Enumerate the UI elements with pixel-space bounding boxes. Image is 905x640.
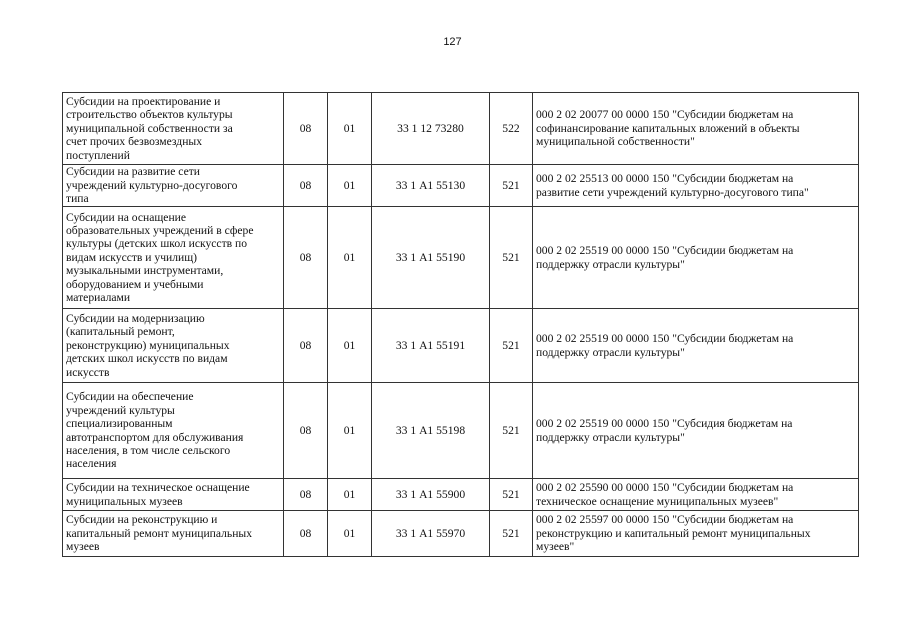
subsidy-description-cell [63, 479, 284, 511]
desc-line: Субсидии на оснащение [66, 210, 187, 224]
desc-line: муниципальных музеев [66, 494, 183, 508]
revenue-code-cell [533, 511, 859, 557]
desc-line: муниципальной собственности за [66, 121, 233, 135]
revenue-code-cell [533, 383, 859, 479]
desc-line: (капитальный ремонт, [66, 325, 175, 339]
subsidy-description-cell [63, 511, 284, 557]
section-value: 08 [299, 121, 312, 135]
expense-type-cell [490, 165, 533, 207]
expense-type-value: 521 [502, 178, 520, 192]
revenue_code-line: софинансирование капитальных вложений в объекты [536, 121, 800, 135]
desc-line: реконструкцию) муниципальных [66, 338, 230, 352]
desc-line: счет прочих безвозмездных [66, 135, 202, 149]
revenue_code-line: поддержку отрасли культуры" [536, 257, 685, 271]
desc-line: Субсидии на модернизацию [66, 311, 205, 325]
subsidy-description-cell [63, 383, 284, 479]
desc-line: Субсидии на техническое оснащение [66, 481, 250, 495]
subsection-cell [328, 207, 372, 309]
expense-type-value: 521 [502, 423, 520, 437]
expense-type-value: 522 [502, 121, 520, 135]
desc-line: искусств [66, 365, 110, 379]
budget-table [62, 92, 859, 557]
expense-type-value: 521 [502, 487, 520, 501]
section-cell [284, 383, 328, 479]
section-value: 08 [299, 178, 312, 192]
expense-type-cell [490, 479, 533, 511]
target-article-value: 33 1 12 73280 [397, 121, 464, 135]
subsection-value: 01 [343, 121, 356, 135]
target-article-cell [372, 207, 490, 309]
table-row [63, 207, 859, 309]
desc-line: строительство объектов культуры [66, 108, 233, 122]
desc-line: культуры (детских школ искусств по [66, 237, 248, 251]
desc-line: видам искусств и училищ) [66, 250, 198, 264]
section-cell [284, 207, 328, 309]
subsection-cell [328, 309, 372, 383]
target-article-value: 33 1 А1 55900 [395, 487, 466, 501]
subsection-value: 01 [343, 487, 356, 501]
target-article-value: 33 1 А1 55970 [395, 526, 466, 540]
section-cell [284, 511, 328, 557]
table-row [63, 479, 859, 511]
target-article-cell [372, 165, 490, 207]
revenue_code-line: 000 2 02 25597 00 0000 150 "Субсидии бюджетам на [536, 513, 794, 527]
subsidy-description-cell [63, 165, 284, 207]
desc-line: учреждений культурно-досугового [66, 178, 238, 192]
subsidy-description-cell [63, 93, 284, 165]
revenue_code-line: 000 2 02 25590 00 0000 150 "Субсидии бюджетам на [536, 481, 794, 495]
expense-type-cell [490, 93, 533, 165]
desc-line: типа [66, 192, 89, 206]
desc-line: автотранспортом для обслуживания [66, 430, 244, 444]
expense-type-cell [490, 207, 533, 309]
expense-type-cell [490, 511, 533, 557]
revenue_code-line: поддержку отрасли культуры" [536, 345, 685, 359]
target-article-cell [372, 479, 490, 511]
desc-line: материалами [66, 291, 131, 305]
table-row [63, 309, 859, 383]
desc-line: специализированным [66, 417, 173, 431]
subsection-cell [328, 511, 372, 557]
desc-line: образовательных учреждений в сфере [66, 223, 254, 237]
desc-line: капитальный ремонт муниципальных [66, 526, 252, 540]
revenue_code-line: 000 2 02 25519 00 0000 150 "Субсидии бюджетам на [536, 244, 794, 258]
target-article-cell [372, 309, 490, 383]
desc-line: оборудованием и учебными [66, 277, 204, 291]
expense-type-cell [490, 309, 533, 383]
subsection-cell [328, 165, 372, 207]
revenue_code-line: 000 2 02 25519 00 0000 150 "Субсидии бюджетам на [536, 332, 794, 346]
table-row [63, 511, 859, 557]
subsidy-description-cell [63, 309, 284, 383]
revenue_code-line: 000 2 02 25519 00 0000 150 "Субсидия бюджетам на [536, 417, 793, 431]
desc-line: учреждений культуры [66, 403, 175, 417]
target-article-value: 33 1 А1 55198 [395, 423, 466, 437]
subsection-cell [328, 93, 372, 165]
expense-type-value: 521 [502, 526, 520, 540]
revenue_code-line: реконструкцию и капитальный ремонт муниципальных [536, 526, 811, 540]
subsidy-description-cell [63, 207, 284, 309]
desc-line: Субсидии на реконструкцию и [66, 513, 218, 527]
table-body [63, 93, 859, 557]
revenue_code-line: 000 2 02 20077 00 0000 150 "Субсидии бюджетам на [536, 108, 794, 122]
target-article-cell [372, 383, 490, 479]
subsection-value: 01 [343, 250, 356, 264]
table-row [63, 383, 859, 479]
expense-type-value: 521 [502, 338, 520, 352]
section-cell [284, 309, 328, 383]
table-row [63, 165, 859, 207]
subsection-cell [328, 479, 372, 511]
subsection-cell [328, 383, 372, 479]
section-value: 08 [299, 250, 312, 264]
revenue_code-line: техническое оснащение муниципальных музеев" [536, 494, 779, 508]
desc-line: Субсидии на проектирование и [66, 94, 221, 108]
subsection-value: 01 [343, 526, 356, 540]
desc-line: Субсидии на обеспечение [66, 390, 194, 404]
desc-line: населения, в том числе сельского [66, 443, 231, 457]
section-value: 08 [299, 423, 312, 437]
revenue-code-cell [533, 93, 859, 165]
page-number: 127 [443, 36, 462, 48]
revenue_code-line: музеев" [536, 540, 575, 554]
revenue-code-cell [533, 207, 859, 309]
revenue_code-line: муниципальной собственности" [536, 135, 695, 149]
expense-type-value: 521 [502, 250, 520, 264]
target-article-value: 33 1 А1 55190 [395, 250, 466, 264]
desc-line: населения [66, 457, 117, 471]
target-article-cell [372, 511, 490, 557]
revenue_code-line: развитие сети учреждений культурно-досугового типа" [536, 185, 809, 199]
table-row [63, 93, 859, 165]
desc-line: поступлений [66, 148, 130, 162]
target-article-value: 33 1 А1 55191 [395, 338, 466, 352]
revenue-code-cell [533, 479, 859, 511]
revenue_code-line: 000 2 02 25513 00 0000 150 "Субсидии бюджетам на [536, 172, 794, 186]
desc-line: музеев [66, 540, 100, 554]
section-value: 08 [299, 338, 312, 352]
target-article-cell [372, 93, 490, 165]
revenue-code-cell [533, 165, 859, 207]
revenue_code-line: поддержку отрасли культуры" [536, 430, 685, 444]
desc-line: детских школ искусств по видам [66, 352, 228, 366]
desc-line: музыкальными инструментами, [66, 264, 224, 278]
section-cell [284, 93, 328, 165]
section-value: 08 [299, 526, 312, 540]
subsection-value: 01 [343, 178, 356, 192]
subsection-value: 01 [343, 423, 356, 437]
section-cell [284, 165, 328, 207]
target-article-value: 33 1 А1 55130 [395, 178, 466, 192]
subsection-value: 01 [343, 338, 356, 352]
section-value: 08 [299, 487, 312, 501]
expense-type-cell [490, 383, 533, 479]
section-cell [284, 479, 328, 511]
revenue-code-cell [533, 309, 859, 383]
desc-line: Субсидии на развитие сети [66, 165, 201, 179]
